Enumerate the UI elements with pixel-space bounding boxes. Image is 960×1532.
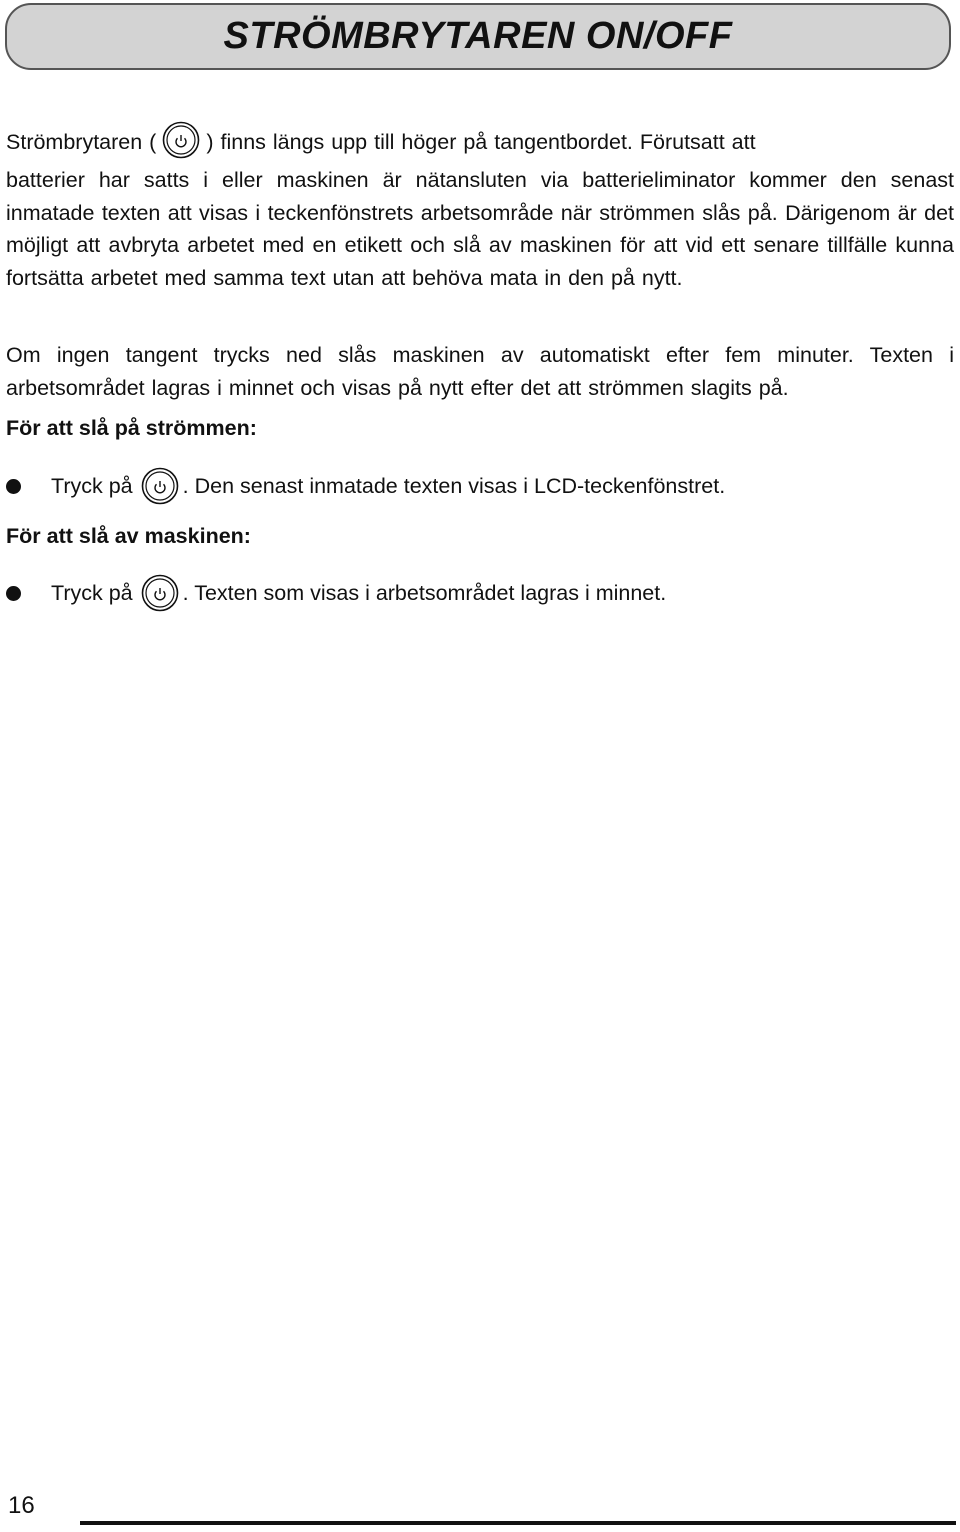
- auto-off-paragraph: Om ingen tangent trycks ned slås maskinen av automatiskt efter fem minuter. Texten i arbetsområdet lagras i minnet och visas på nytt efter det att strömmen slagits på.: [6, 343, 954, 400]
- power-button-icon: [141, 467, 179, 505]
- intro-text-start: Strömbrytaren (: [6, 130, 157, 154]
- bullet-icon: [6, 479, 21, 494]
- intro-paragraph: [6, 120, 954, 294]
- intro-first-line: [6, 120, 954, 164]
- intro-text-rest: batterier har satts i eller maskinen är nätansluten via batterieliminator kommer den senast inmatade texten att visas i teckenfönstrets arbetsområde när strömmen slås på. Därigenom är det möjligt att avbryta arbetet med en etikett och slå av maskinen för att vid ett senare tillfälle kunna fortsätta arbetet med samma text utan att behöva mata in den på nytt.: [6, 168, 954, 290]
- power-off-text-start: Tryck på: [51, 580, 133, 605]
- list-item-power-on: [6, 463, 954, 509]
- list-item-power-off: [6, 570, 954, 616]
- page-title: STRÖMBRYTAREN ON/OFF: [223, 15, 733, 57]
- page-number: 16: [8, 1492, 35, 1519]
- footer-divider: [80, 1521, 956, 1525]
- heading-power-on: För att slå på strömmen:: [6, 416, 257, 440]
- power-button-icon: [162, 121, 200, 159]
- power-button-icon: [141, 574, 179, 612]
- bullet-icon: [6, 586, 21, 601]
- title-bar: [5, 3, 951, 70]
- intro-text-end: ) finns längs upp till höger på tangentbordet. Förutsatt att: [206, 130, 756, 154]
- power-on-text-start: Tryck på: [51, 473, 133, 498]
- heading-power-off: För att slå av maskinen:: [6, 524, 251, 548]
- power-off-text-end: . Texten som visas i arbetsområdet lagras i minnet.: [182, 580, 667, 605]
- power-on-text-end: . Den senast inmatade texten visas i LCD-teckenfönstret.: [182, 473, 726, 498]
